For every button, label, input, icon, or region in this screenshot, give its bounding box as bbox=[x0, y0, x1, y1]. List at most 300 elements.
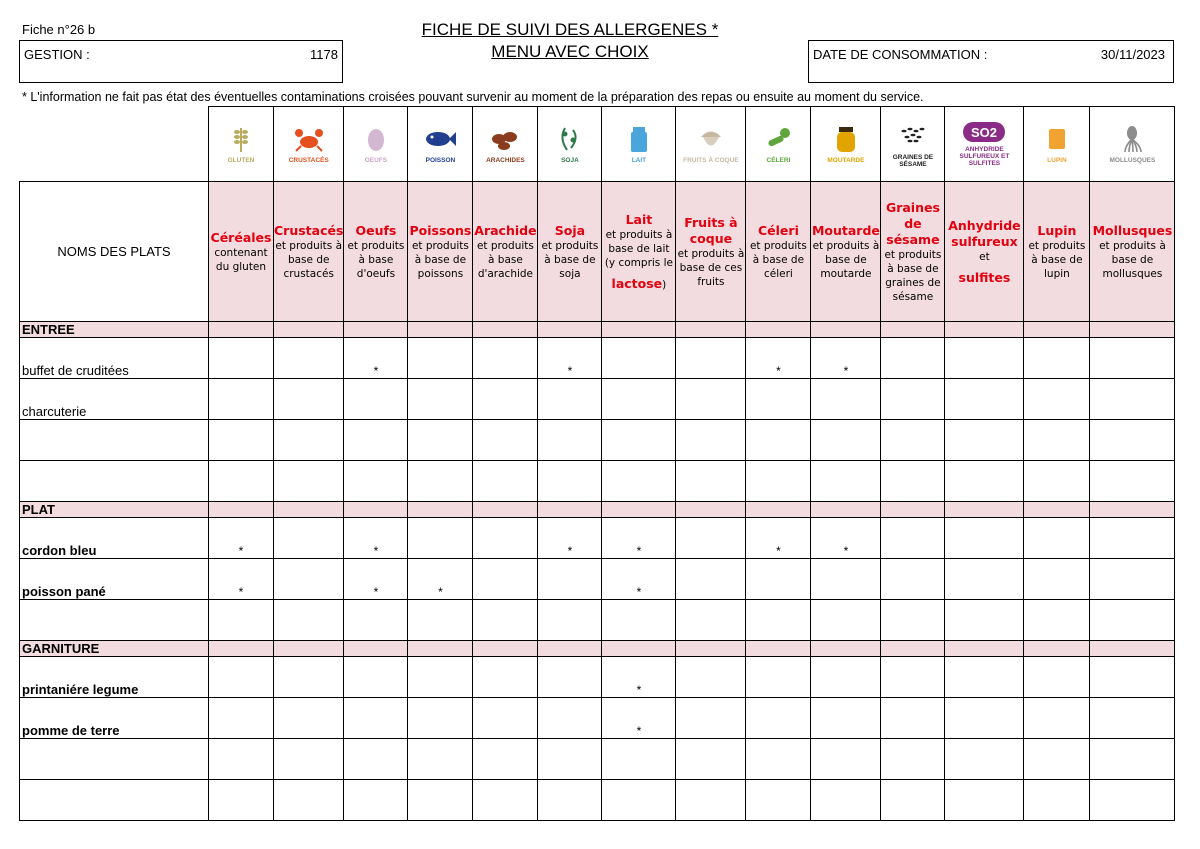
dish-name: printaniére legume bbox=[20, 657, 209, 698]
allergen-subtitle: contenant du gluten bbox=[214, 246, 268, 273]
section-cell bbox=[344, 641, 408, 657]
allergen-mark-cell bbox=[881, 559, 945, 600]
allergen-title: Céréales bbox=[210, 229, 272, 245]
allergen-caption: GRAINES DE SÉSAME bbox=[892, 153, 934, 168]
egg-icon bbox=[359, 124, 393, 154]
allergen-icon-cell bbox=[746, 107, 811, 182]
allergen-mark-cell bbox=[538, 600, 602, 641]
dish-name: poisson pané bbox=[20, 559, 209, 600]
allergen-mark-cell bbox=[1090, 657, 1175, 698]
allergen-mark-cell bbox=[1090, 559, 1175, 600]
allergen-mark-cell: * bbox=[538, 338, 602, 379]
allergen-mark-cell bbox=[602, 600, 676, 641]
allergen-mark-cell bbox=[209, 379, 274, 420]
allergen-mark-cell bbox=[473, 698, 538, 739]
allergen-icon-cell bbox=[538, 107, 602, 182]
peanut-icon bbox=[488, 124, 522, 154]
allergen-mark-cell bbox=[408, 780, 473, 821]
dish-row bbox=[20, 518, 1175, 559]
allergen-icon-cell bbox=[209, 107, 274, 182]
section-cell bbox=[602, 322, 676, 338]
allergen-mark-cell bbox=[274, 698, 344, 739]
allergen-mark-cell bbox=[274, 420, 344, 461]
allergen-mark-cell bbox=[473, 600, 538, 641]
allergen-header bbox=[209, 182, 274, 322]
allergen-mark-cell bbox=[881, 780, 945, 821]
allergen-title: Lupin bbox=[1037, 222, 1077, 238]
allergen-title: Arachide bbox=[474, 222, 537, 238]
allergen-mark-cell bbox=[746, 420, 811, 461]
dish-row bbox=[20, 338, 1175, 379]
allergen-header bbox=[1090, 182, 1175, 322]
allergen-title: Moutarde bbox=[811, 222, 880, 238]
allergen-icon-cell bbox=[676, 107, 746, 182]
allergen-title: Soja bbox=[554, 222, 586, 238]
allergen-mark-cell: * bbox=[538, 518, 602, 559]
allergen-mark-cell bbox=[602, 379, 676, 420]
allergen-mark-cell bbox=[274, 461, 344, 502]
allergen-caption: ANHYDRIDE SULFUREUX ET SULFITES bbox=[959, 146, 1010, 167]
allergen-mark-cell bbox=[473, 559, 538, 600]
section-cell bbox=[945, 502, 1024, 518]
section-cell bbox=[274, 641, 344, 657]
allergen-mark-cell bbox=[746, 780, 811, 821]
dish-row bbox=[20, 420, 1175, 461]
allergen-mark-cell bbox=[1090, 379, 1175, 420]
allergen-mark-cell bbox=[209, 461, 274, 502]
allergen-mark-cell bbox=[881, 518, 945, 559]
allergen-mark-cell bbox=[408, 420, 473, 461]
allergen-mark-cell bbox=[1024, 600, 1090, 641]
allergen-header bbox=[344, 182, 408, 322]
allergen-mark-cell bbox=[473, 657, 538, 698]
allergen-mark-cell bbox=[209, 657, 274, 698]
allergen-subtitle: et produits à base de ces fruits bbox=[677, 247, 745, 288]
allergen-mark-cell bbox=[1024, 461, 1090, 502]
allergen-extra: lactose bbox=[611, 275, 663, 291]
allergen-title: Céleri bbox=[757, 222, 799, 238]
allergen-mark-cell bbox=[473, 338, 538, 379]
dish-row bbox=[20, 461, 1175, 502]
section-cell bbox=[473, 502, 538, 518]
allergen-mark-cell bbox=[1090, 780, 1175, 821]
allergen-mark-cell bbox=[945, 698, 1024, 739]
allergen-mark-cell bbox=[945, 780, 1024, 821]
allergen-mark-cell bbox=[811, 600, 881, 641]
dish-name bbox=[20, 739, 209, 780]
soy-icon bbox=[553, 124, 587, 154]
allergen-mark-cell bbox=[676, 420, 746, 461]
section-cell bbox=[676, 322, 746, 338]
allergen-mark-cell bbox=[602, 739, 676, 780]
allergen-header bbox=[602, 182, 676, 322]
allergen-mark-cell bbox=[538, 461, 602, 502]
allergen-caption: MOUTARDE bbox=[827, 157, 865, 164]
allergen-caption: LAIT bbox=[631, 157, 647, 164]
gestion-box bbox=[19, 40, 343, 83]
dish-name bbox=[20, 461, 209, 502]
section-name: ENTREE bbox=[20, 322, 209, 338]
allergen-mark-cell bbox=[408, 698, 473, 739]
dish-name bbox=[20, 780, 209, 821]
section-cell bbox=[408, 502, 473, 518]
dish-name bbox=[20, 420, 209, 461]
allergen-mark-cell bbox=[811, 780, 881, 821]
date-box bbox=[808, 40, 1174, 83]
section-cell bbox=[811, 322, 881, 338]
allergen-icon-row bbox=[20, 107, 1175, 182]
dish-row bbox=[20, 600, 1175, 641]
section-row bbox=[20, 502, 1175, 518]
allergen-caption: CRUSTACÉS bbox=[288, 157, 329, 164]
allergen-mark-cell bbox=[1090, 338, 1175, 379]
allergen-subtitle: et produits à base de moutarde bbox=[812, 239, 880, 280]
allergen-mark-cell bbox=[676, 559, 746, 600]
section-cell bbox=[676, 641, 746, 657]
allergen-mark-cell bbox=[538, 739, 602, 780]
allergen-mark-cell bbox=[1090, 698, 1175, 739]
section-cell bbox=[881, 641, 945, 657]
section-cell bbox=[746, 641, 811, 657]
allergen-mark-cell bbox=[408, 739, 473, 780]
allergen-mark-cell bbox=[811, 698, 881, 739]
allergen-mark-cell bbox=[881, 461, 945, 502]
allergen-subtitle: et produits à base de céleri bbox=[749, 239, 807, 280]
allergen-mark-cell bbox=[274, 338, 344, 379]
allergen-mark-cell bbox=[746, 657, 811, 698]
allergen-mark-cell: * bbox=[602, 657, 676, 698]
allergen-mark-cell bbox=[209, 420, 274, 461]
names-column-header: NOMS DES PLATS bbox=[20, 182, 209, 322]
date-value: 30/11/2023 bbox=[1100, 47, 1165, 62]
svg-text:SO2: SO2 bbox=[971, 125, 998, 140]
allergen-icon-cell bbox=[1024, 107, 1090, 182]
allergen-mark-cell bbox=[473, 379, 538, 420]
allergen-mark-cell bbox=[811, 379, 881, 420]
allergen-mark-cell bbox=[274, 600, 344, 641]
allergen-title: Fruits à coque bbox=[684, 214, 738, 246]
lupin-icon bbox=[1040, 124, 1074, 154]
dish-name: charcuterie bbox=[20, 379, 209, 420]
allergen-mark-cell bbox=[881, 698, 945, 739]
allergen-mark-cell bbox=[274, 780, 344, 821]
allergen-header bbox=[881, 182, 945, 322]
dish-row bbox=[20, 379, 1175, 420]
allergen-icon-cell bbox=[945, 107, 1024, 182]
allergen-mark-cell bbox=[408, 600, 473, 641]
allergen-mark-cell bbox=[945, 559, 1024, 600]
allergen-header bbox=[408, 182, 473, 322]
allergen-mark-cell bbox=[538, 698, 602, 739]
section-cell bbox=[1024, 641, 1090, 657]
allergen-mark-cell bbox=[945, 518, 1024, 559]
allergen-mark-cell bbox=[538, 780, 602, 821]
allergen-mark-cell bbox=[945, 657, 1024, 698]
section-cell bbox=[209, 322, 274, 338]
allergen-mark-cell bbox=[1090, 518, 1175, 559]
allergen-mark-cell bbox=[945, 338, 1024, 379]
wheat-icon bbox=[224, 124, 258, 154]
allergen-mark-cell: * bbox=[344, 559, 408, 600]
allergen-mark-cell: * bbox=[811, 518, 881, 559]
allergen-mark-cell bbox=[408, 338, 473, 379]
allergen-subtitle: et produits à base de soja bbox=[541, 239, 599, 280]
allergen-mark-cell bbox=[811, 420, 881, 461]
allergen-subtitle: et produits à base de lait (y compris le bbox=[604, 228, 673, 269]
section-row bbox=[20, 641, 1175, 657]
allergen-subtitle: et produits à base de crustacés bbox=[275, 239, 343, 280]
allergen-title: Poissons bbox=[409, 222, 472, 238]
section-cell bbox=[746, 502, 811, 518]
allergen-mark-cell bbox=[344, 698, 408, 739]
sesame-icon bbox=[896, 121, 930, 151]
allergen-mark-cell: * bbox=[602, 559, 676, 600]
allergen-mark-cell bbox=[602, 461, 676, 502]
document-title: FICHE DE SUIVI DES ALLERGENES * bbox=[421, 20, 719, 39]
allergen-subtitle: et produits à base de poissons bbox=[411, 239, 469, 280]
allergen-subtitle: et produits à base d'arachide bbox=[476, 239, 534, 280]
section-cell bbox=[1024, 322, 1090, 338]
so2-icon bbox=[962, 121, 1006, 143]
allergen-mark-cell bbox=[746, 600, 811, 641]
section-cell bbox=[209, 641, 274, 657]
allergen-mark-cell bbox=[344, 780, 408, 821]
allergen-mark-cell bbox=[881, 420, 945, 461]
allergen-mark-cell bbox=[602, 780, 676, 821]
disclaimer-note: * L'information ne fait pas état des éventuelles contaminations croisées pouvant survenir au moment de la préparation des repas ou ensuite au moment du service. bbox=[22, 90, 924, 104]
allergen-mark-cell: * bbox=[811, 338, 881, 379]
allergen-mark-cell bbox=[881, 379, 945, 420]
document-subtitle: MENU AVEC CHOIX bbox=[491, 42, 649, 61]
date-label: DATE DE CONSOMMATION : bbox=[813, 47, 988, 62]
dish-name: cordon bleu bbox=[20, 518, 209, 559]
allergen-icon-cell bbox=[473, 107, 538, 182]
allergen-mark-cell bbox=[473, 739, 538, 780]
allergen-caption: FRUITS À COQUE bbox=[683, 157, 739, 164]
fish-icon bbox=[423, 124, 457, 154]
allergen-mark-cell bbox=[408, 657, 473, 698]
section-cell bbox=[473, 322, 538, 338]
section-cell bbox=[945, 322, 1024, 338]
allergen-mark-cell bbox=[408, 461, 473, 502]
allergen-mark-cell bbox=[811, 559, 881, 600]
allergen-mark-cell bbox=[676, 518, 746, 559]
allergen-mark-cell bbox=[1024, 780, 1090, 821]
allergen-mark-cell bbox=[1024, 698, 1090, 739]
allergen-icon-cell bbox=[274, 107, 344, 182]
section-cell bbox=[811, 641, 881, 657]
gestion-label: GESTION : bbox=[24, 47, 90, 62]
allergen-icon-cell bbox=[1090, 107, 1175, 182]
section-cell bbox=[274, 502, 344, 518]
allergen-mark-cell bbox=[881, 739, 945, 780]
allergen-mark-cell bbox=[473, 420, 538, 461]
section-cell bbox=[1090, 641, 1175, 657]
allergen-mark-cell: * bbox=[344, 518, 408, 559]
allergen-mark-cell bbox=[209, 338, 274, 379]
allergen-mark-cell bbox=[945, 461, 1024, 502]
nut-icon bbox=[694, 124, 728, 154]
allergen-header-row bbox=[20, 182, 1175, 322]
allergen-mark-cell bbox=[344, 739, 408, 780]
allergen-mark-cell bbox=[811, 657, 881, 698]
allergen-mark-cell bbox=[344, 600, 408, 641]
allergen-mark-cell bbox=[1024, 559, 1090, 600]
allergen-mark-cell bbox=[945, 739, 1024, 780]
allergen-mark-cell bbox=[344, 420, 408, 461]
allergen-header bbox=[538, 182, 602, 322]
allergen-mark-cell bbox=[1024, 379, 1090, 420]
allergen-mark-cell bbox=[945, 600, 1024, 641]
fiche-number: Fiche n°26 b bbox=[22, 22, 96, 37]
section-cell bbox=[344, 502, 408, 518]
allergen-mark-cell bbox=[676, 600, 746, 641]
allergen-subtitle: et bbox=[979, 250, 990, 263]
allergen-mark-cell bbox=[676, 780, 746, 821]
allergen-mark-cell bbox=[473, 780, 538, 821]
allergen-mark-cell: * bbox=[746, 338, 811, 379]
allergen-mark-cell bbox=[676, 739, 746, 780]
allergen-subtitle: et produits à base de mollusques bbox=[1099, 239, 1166, 280]
section-cell bbox=[881, 322, 945, 338]
allergen-mark-cell bbox=[1090, 600, 1175, 641]
mustard-icon bbox=[829, 124, 863, 154]
allergen-mark-cell bbox=[602, 420, 676, 461]
allergen-title: Lait bbox=[625, 211, 653, 227]
allergen-mark-cell: * bbox=[602, 698, 676, 739]
allergen-mark-cell bbox=[746, 559, 811, 600]
allergen-mark-cell bbox=[1024, 739, 1090, 780]
allergen-mark-cell: * bbox=[344, 338, 408, 379]
allergen-mark-cell bbox=[344, 379, 408, 420]
allergen-mark-cell bbox=[209, 739, 274, 780]
dish-name: pomme de terre bbox=[20, 698, 209, 739]
allergen-mark-cell bbox=[945, 420, 1024, 461]
section-cell bbox=[945, 641, 1024, 657]
allergen-mark-cell bbox=[538, 379, 602, 420]
dish-row bbox=[20, 780, 1175, 821]
allergen-mark-cell: * bbox=[209, 559, 274, 600]
allergen-title: Graines de sésame bbox=[885, 199, 940, 247]
allergen-mark-cell bbox=[473, 518, 538, 559]
allergen-mark-cell bbox=[209, 698, 274, 739]
allergen-mark-cell: * bbox=[602, 518, 676, 559]
allergen-mark-cell bbox=[538, 657, 602, 698]
allergen-subtitle: et produits à base de graines de sésame bbox=[884, 248, 942, 303]
blank-corner bbox=[20, 107, 209, 182]
allergen-title: Crustacés bbox=[274, 222, 344, 238]
section-cell bbox=[473, 641, 538, 657]
allergen-header bbox=[945, 182, 1024, 322]
allergen-caption: MOLLUSQUES bbox=[1109, 157, 1156, 164]
allergen-title: Mollusques bbox=[1092, 222, 1173, 238]
section-row bbox=[20, 322, 1175, 338]
allergen-mark-cell: * bbox=[209, 518, 274, 559]
allergen-mark-cell bbox=[274, 657, 344, 698]
allergen-mark-cell bbox=[602, 338, 676, 379]
allergen-header bbox=[811, 182, 881, 322]
allergen-mark-cell bbox=[274, 559, 344, 600]
allergen-header bbox=[676, 182, 746, 322]
allergen-mark-cell bbox=[408, 518, 473, 559]
allergen-mark-cell bbox=[408, 379, 473, 420]
allergen-extra-tail: ) bbox=[662, 278, 667, 291]
allergen-mark-cell bbox=[811, 739, 881, 780]
allergen-subtitle: et produits à base d'oeufs bbox=[347, 239, 405, 280]
section-cell bbox=[676, 502, 746, 518]
allergen-icon-cell bbox=[602, 107, 676, 182]
allergen-mark-cell bbox=[676, 461, 746, 502]
section-cell bbox=[538, 641, 602, 657]
allergen-caption: CÉLERI bbox=[766, 157, 791, 164]
allergen-mark-cell bbox=[881, 600, 945, 641]
allergen-mark-cell: * bbox=[408, 559, 473, 600]
allergen-mark-cell bbox=[344, 657, 408, 698]
section-cell bbox=[602, 641, 676, 657]
section-cell bbox=[274, 322, 344, 338]
allergen-mark-cell bbox=[538, 559, 602, 600]
allergen-mark-cell bbox=[209, 600, 274, 641]
allergen-mark-cell bbox=[881, 338, 945, 379]
section-cell bbox=[538, 322, 602, 338]
allergen-header bbox=[274, 182, 344, 322]
allergen-mark-cell bbox=[746, 698, 811, 739]
allergen-mark-cell bbox=[1024, 657, 1090, 698]
dish-name bbox=[20, 600, 209, 641]
allergen-mark-cell bbox=[746, 461, 811, 502]
section-name: GARNITURE bbox=[20, 641, 209, 657]
section-cell bbox=[408, 322, 473, 338]
section-cell bbox=[881, 502, 945, 518]
allergen-subtitle: et produits à base de lupin bbox=[1028, 239, 1086, 280]
section-cell bbox=[1024, 502, 1090, 518]
section-name: PLAT bbox=[20, 502, 209, 518]
allergen-mark-cell bbox=[473, 461, 538, 502]
allergen-caption: SOJA bbox=[561, 157, 579, 164]
allergen-header bbox=[473, 182, 538, 322]
allergen-mark-cell bbox=[676, 657, 746, 698]
allergen-mark-cell bbox=[1090, 420, 1175, 461]
section-cell bbox=[538, 502, 602, 518]
allergen-caption: POISSON bbox=[425, 157, 456, 164]
allergen-mark-cell bbox=[1024, 518, 1090, 559]
section-cell bbox=[1090, 502, 1175, 518]
allergen-mark-cell bbox=[945, 379, 1024, 420]
allergen-mark-cell bbox=[1024, 420, 1090, 461]
dish-row bbox=[20, 657, 1175, 698]
allergen-mark-cell bbox=[274, 518, 344, 559]
allergen-mark-cell bbox=[274, 739, 344, 780]
allergen-header bbox=[1024, 182, 1090, 322]
allergen-title: Anhydride sulfureux bbox=[948, 217, 1021, 249]
allergen-mark-cell bbox=[1090, 739, 1175, 780]
allergen-mark-cell bbox=[209, 780, 274, 821]
section-cell bbox=[811, 502, 881, 518]
section-cell bbox=[602, 502, 676, 518]
section-cell bbox=[344, 322, 408, 338]
allergen-caption: LUPIN bbox=[1047, 157, 1067, 164]
dish-row bbox=[20, 698, 1175, 739]
allergen-mark-cell bbox=[274, 379, 344, 420]
allergen-mark-cell: * bbox=[746, 518, 811, 559]
allergen-header bbox=[746, 182, 811, 322]
milk-icon bbox=[622, 124, 656, 154]
allergen-mark-cell bbox=[676, 698, 746, 739]
dish-row bbox=[20, 739, 1175, 780]
allergen-mark-cell bbox=[676, 379, 746, 420]
gestion-value: 1178 bbox=[310, 47, 338, 62]
crab-icon bbox=[292, 124, 326, 154]
